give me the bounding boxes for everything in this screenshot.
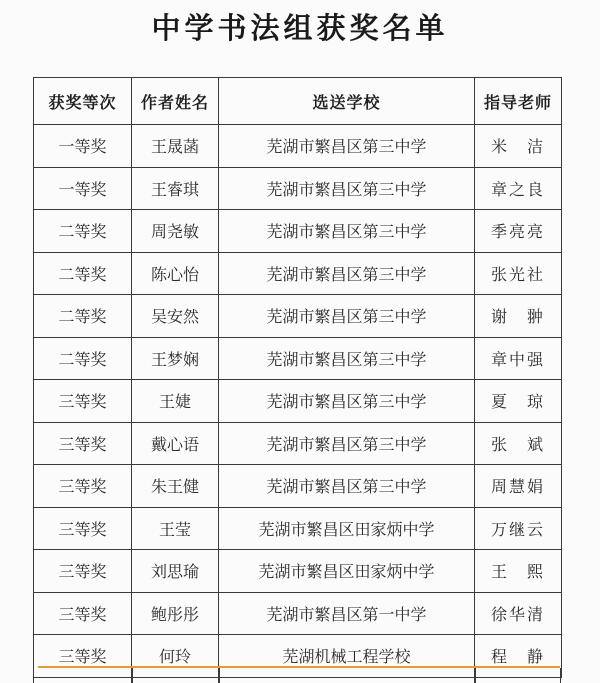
cell-teacher: 章之良 (475, 167, 562, 210)
cell-award-level: 三等奖 (34, 422, 132, 465)
cell-school: 芜湖市繁昌区第三中学 (219, 125, 475, 168)
cell-teacher: 季亮亮 (475, 210, 562, 253)
cell-school: 芜湖机械工程学校 (219, 635, 475, 678)
award-table (33, 77, 562, 678)
cell-award-level: 一等奖 (34, 167, 132, 210)
table-row (34, 337, 562, 380)
cell-teacher: 王 熙 (475, 550, 562, 593)
cell-school: 芜湖市繁昌区第三中学 (219, 167, 475, 210)
table-header-row (34, 78, 562, 125)
cell-teacher: 万继云 (475, 507, 562, 550)
cell-school: 芜湖市繁昌区第三中学 (219, 380, 475, 423)
cell-school: 芜湖市繁昌区第三中学 (219, 465, 475, 508)
cell-author-name: 朱王健 (132, 465, 219, 508)
table-row (34, 422, 562, 465)
cell-author-name: 王婕 (132, 380, 219, 423)
cell-award-level: 三等奖 (34, 550, 132, 593)
cell-school: 芜湖市繁昌区第三中学 (219, 210, 475, 253)
cell-school: 芜湖市繁昌区田家炳中学 (219, 507, 475, 550)
cell-author-name: 王梦娴 (132, 337, 219, 380)
award-table-body (34, 125, 562, 678)
table-row (34, 550, 562, 593)
table-row (34, 592, 562, 635)
cell-award-level: 三等奖 (34, 507, 132, 550)
table-column-divider (218, 668, 220, 683)
cell-school: 芜湖市繁昌区第三中学 (219, 295, 475, 338)
cell-author-name: 王晟菡 (132, 125, 219, 168)
cell-teacher: 程 静 (475, 635, 562, 678)
cell-teacher: 谢 翀 (475, 295, 562, 338)
header-school: 选送学校 (219, 78, 475, 125)
page-title: 中学书法组获奖名单 (151, 11, 449, 45)
table-row (34, 380, 562, 423)
table-row (34, 210, 562, 253)
cell-school: 芜湖市繁昌区第三中学 (219, 422, 475, 465)
table-row (34, 167, 562, 210)
cell-teacher: 周慧娟 (475, 465, 562, 508)
cell-teacher: 张光社 (475, 252, 562, 295)
cell-school: 芜湖市繁昌区第三中学 (219, 337, 475, 380)
cell-author-name: 周尧敏 (132, 210, 219, 253)
cell-award-level: 二等奖 (34, 295, 132, 338)
cell-author-name: 鲍彤彤 (132, 592, 219, 635)
cell-author-name: 王睿琪 (132, 167, 219, 210)
header-award-level: 获奖等次 (34, 78, 132, 125)
table-column-divider (131, 668, 133, 683)
cell-author-name: 戴心语 (132, 422, 219, 465)
cell-teacher: 章中强 (475, 337, 562, 380)
cell-school: 芜湖市繁昌区第一中学 (219, 592, 475, 635)
table-row (34, 295, 562, 338)
table-row (34, 465, 562, 508)
cell-teacher: 米 洁 (475, 125, 562, 168)
cell-school: 芜湖市繁昌区第三中学 (219, 252, 475, 295)
cell-award-level: 三等奖 (34, 465, 132, 508)
cell-award-level: 一等奖 (34, 125, 132, 168)
cell-award-level: 三等奖 (34, 635, 132, 678)
header-teacher: 指导老师 (475, 78, 562, 125)
table-row (34, 125, 562, 168)
table-row (34, 252, 562, 295)
cell-award-level: 二等奖 (34, 337, 132, 380)
cell-author-name: 何玲 (132, 635, 219, 678)
cell-award-level: 三等奖 (34, 592, 132, 635)
cell-teacher: 徐华清 (475, 592, 562, 635)
cell-author-name: 吴安然 (132, 295, 219, 338)
cell-teacher: 张 斌 (475, 422, 562, 465)
cell-school: 芜湖市繁昌区田家炳中学 (219, 550, 475, 593)
cell-author-name: 王莹 (132, 507, 219, 550)
next-row-fragment (33, 668, 561, 683)
cell-author-name: 刘思瑜 (132, 550, 219, 593)
header-author-name: 作者姓名 (132, 78, 219, 125)
table-column-divider (474, 668, 476, 683)
table-row (34, 507, 562, 550)
cell-award-level: 三等奖 (34, 380, 132, 423)
cell-teacher: 夏 琼 (475, 380, 562, 423)
cell-award-level: 二等奖 (34, 210, 132, 253)
cell-author-name: 陈心怡 (132, 252, 219, 295)
cell-award-level: 二等奖 (34, 252, 132, 295)
